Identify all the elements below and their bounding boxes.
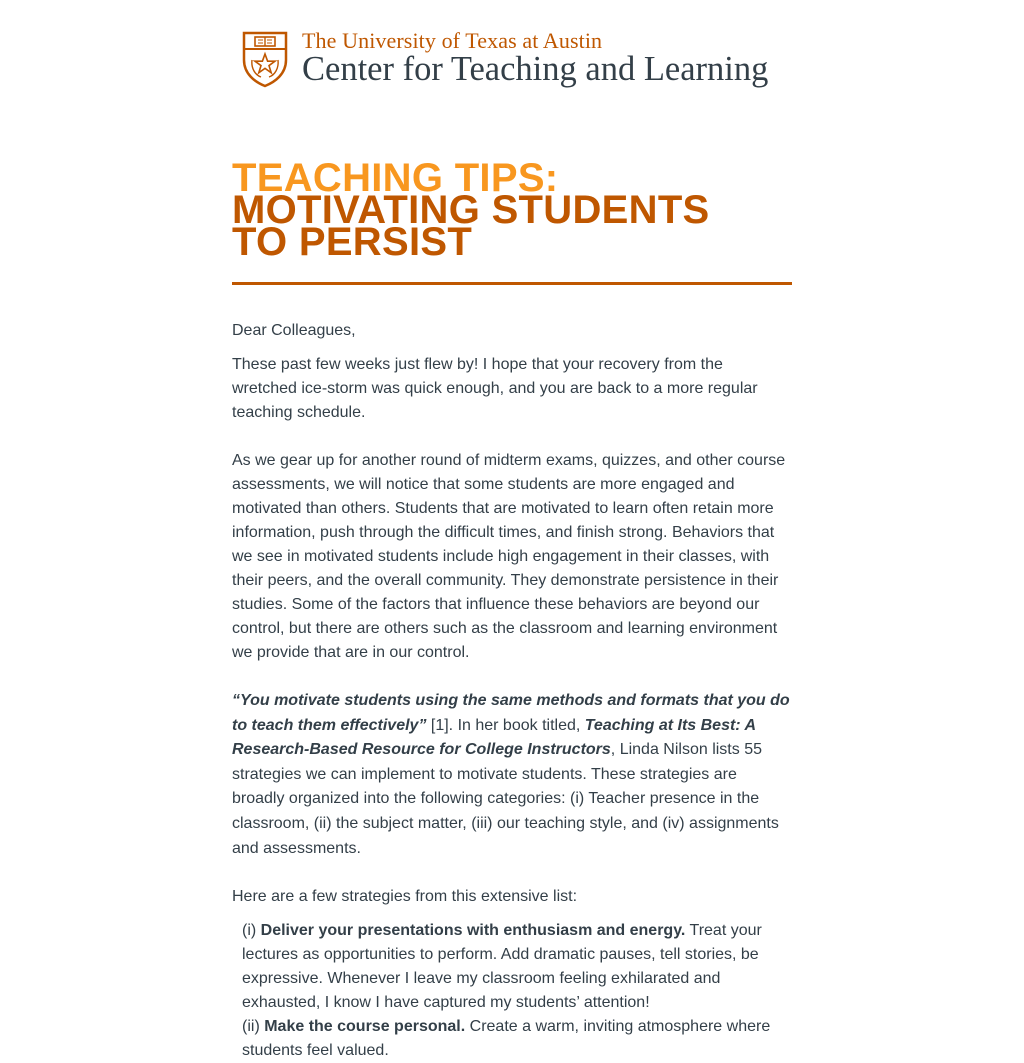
quote-text: “You motivate students using the same methods and formats that you do to teach them effectively” — [232, 692, 790, 734]
article-body — [232, 319, 792, 1063]
list-item — [242, 919, 792, 1015]
paragraph-nilson — [232, 689, 792, 861]
center-name: Center for Teaching and Learning — [302, 50, 769, 88]
title-line-1: TEACHING TIPS: — [232, 156, 559, 200]
title-line-3: TO PERSIST — [232, 220, 473, 264]
list-item-text: Create a warm, inviting atmosphere where students feel valued. — [242, 1018, 771, 1060]
list-item-number: (ii) — [242, 1018, 265, 1036]
greeting: Dear Colleagues, — [232, 322, 356, 339]
ut-shield-icon — [241, 30, 289, 88]
list-item-text: Treat your lectures as opportunities to perform. Add dramatic pauses, tell stories, be expressive. Whenever I leave my classroom feeling exhilarated and exhausted, I know I have captured my students’ attention! — [242, 922, 762, 1012]
title-divider — [232, 282, 792, 285]
paragraph-motivation: As we gear up for another round of midterm exams, quizzes, and other course assessments, we will notice that some students are more engaged and motivated than others. Students that are motivated to learn often retain more information, push through the difficult times, and finish strong. Behaviors that we see in motivated students include high engagement in their classes, with their peers, and the overall community. They demonstrate persistence in their studies. Some of the factors that influence these behaviors are beyond our control, but there are others such as the classroom and learning environment we provide that are in our control. — [232, 452, 786, 661]
list-item — [242, 1015, 792, 1063]
list-item-number: (i) — [242, 922, 261, 940]
list-item-heading: Make the course personal. — [264, 1018, 466, 1036]
page-title — [232, 156, 792, 264]
university-name: The University of Texas at Austin — [302, 28, 603, 53]
citation-text: [1]. In her book titled, — [426, 716, 585, 734]
title-line-2: MOTIVATING STUDENTS — [232, 188, 710, 232]
list-item-heading: Deliver your presentations with enthusiasm and energy. — [260, 922, 686, 940]
header-logo — [232, 0, 792, 110]
strategy-list — [232, 919, 792, 1063]
newsletter — [232, 0, 792, 1063]
paragraph-nilson-end: , Linda Nilson lists 55 strategies we can implement to motivate students. These strategies are broadly organized into the following categories: (i) Teacher presence in the classroom, (ii) the subject matter, (iii) our teaching style, and (iv) assignments and assessments. — [232, 741, 779, 857]
paragraph-intro: These past few weeks just flew by! I hope that your recovery from the wretched ice-storm was quick enough, and you are back to a more regular teaching schedule. — [232, 356, 758, 421]
paragraph-list-intro: Here are a few strategies from this extensive list: — [232, 888, 578, 906]
book-title: Teaching at Its Best: A Research-Based Resource for College Instructors — [232, 716, 756, 759]
